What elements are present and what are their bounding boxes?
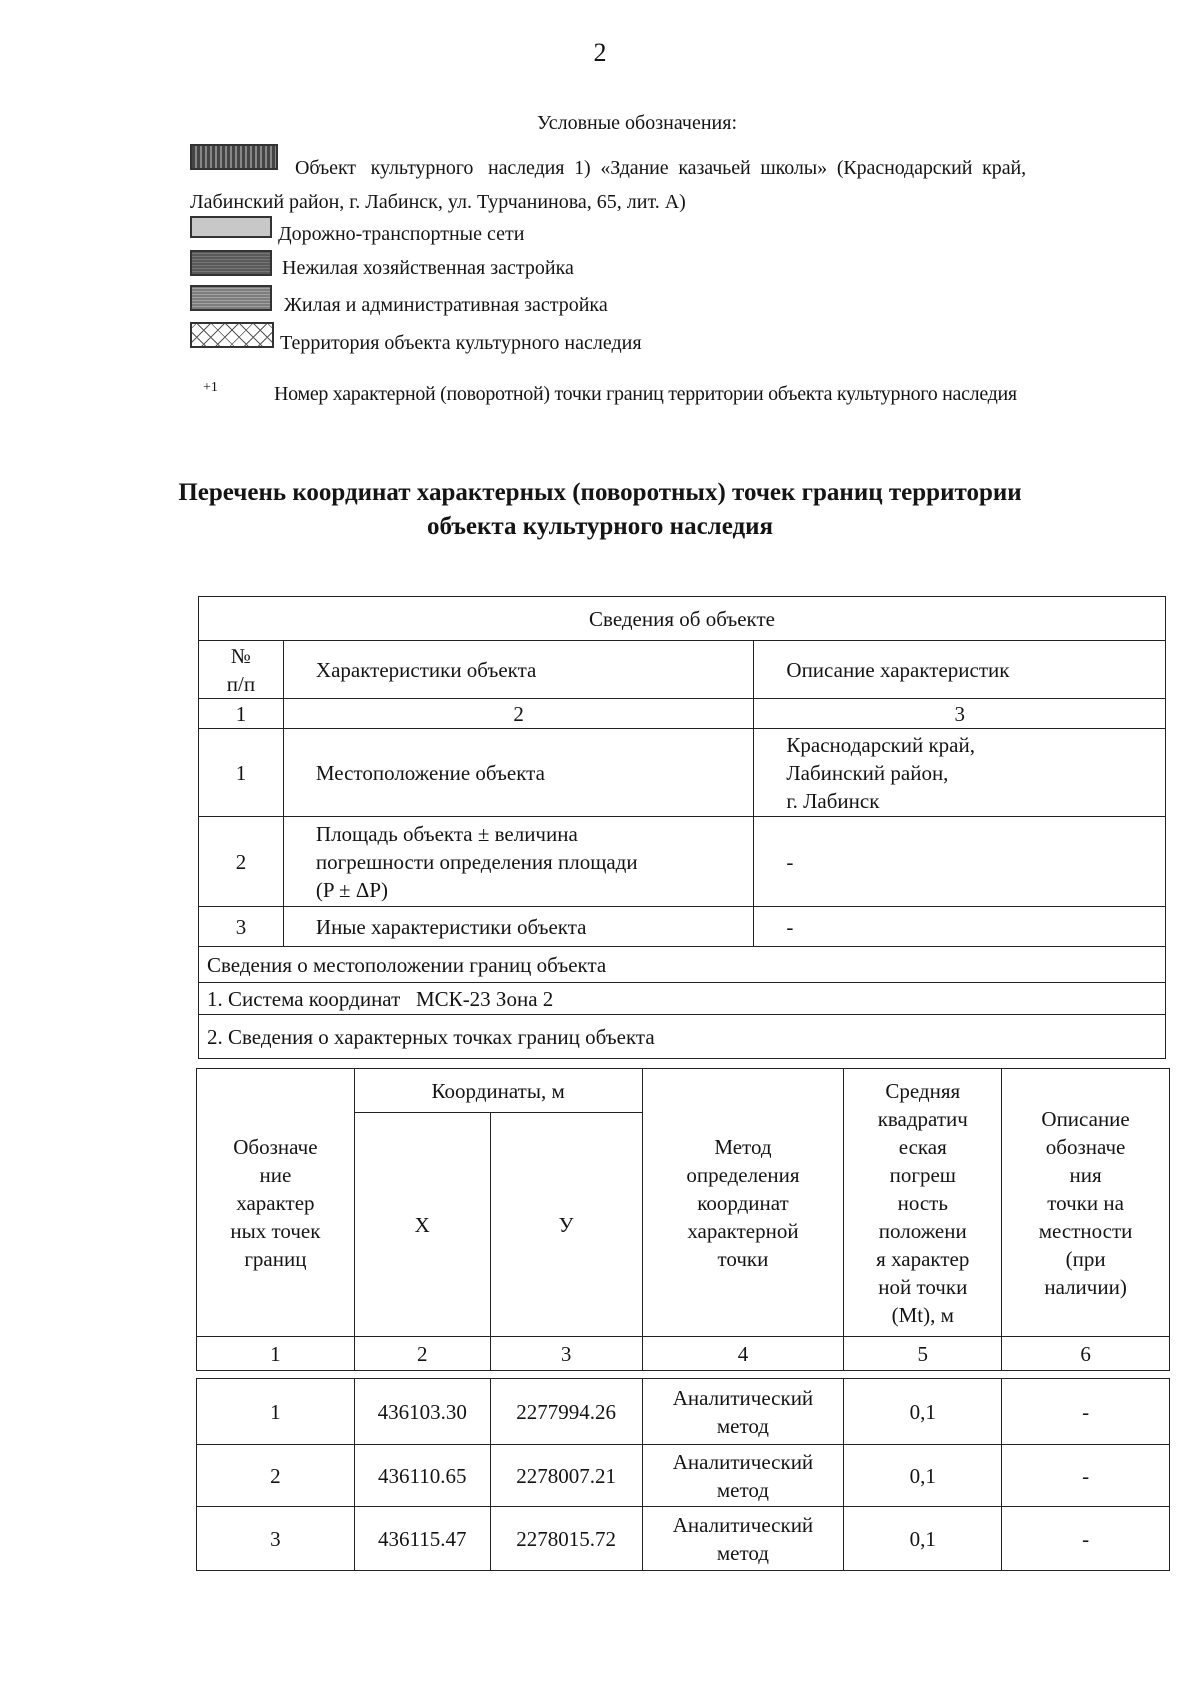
header-line: характерной xyxy=(687,1218,799,1243)
table-row xyxy=(197,1445,1170,1507)
point-description: - xyxy=(1002,1507,1170,1571)
point-number: 3 xyxy=(197,1507,355,1571)
point-method xyxy=(642,1507,844,1571)
header-line: границ xyxy=(244,1246,307,1271)
col-number-line-1: № xyxy=(230,643,251,668)
header-line: обозначе xyxy=(1045,1134,1126,1159)
col-designation-header xyxy=(197,1069,355,1337)
index-cell: 5 xyxy=(844,1337,1002,1371)
header-line: Описание xyxy=(1041,1106,1130,1131)
heading-line-1: Перечень координат характерных (поворотных) точек границ территории xyxy=(178,479,1022,506)
header-line: Средняя xyxy=(885,1078,961,1103)
header-line: ных точек xyxy=(230,1218,321,1243)
header-line: характер xyxy=(236,1190,315,1215)
heading-line-2: объекта культурного наследия xyxy=(426,513,774,540)
header-line: местности xyxy=(1038,1218,1133,1243)
header-line: Метод xyxy=(714,1134,772,1159)
legend-road: Дорожно-транспортные сети xyxy=(278,223,525,245)
row-characteristic: Иные характеристики объекта xyxy=(283,907,754,947)
index-cell: 3 xyxy=(754,699,1166,729)
point-y: 2277994.26 xyxy=(490,1379,642,1445)
col-method-header xyxy=(642,1069,844,1337)
col-error-header xyxy=(844,1069,1002,1337)
row-characteristic xyxy=(283,817,754,907)
row-description: - xyxy=(754,907,1166,947)
char-line: погрешности определения площади xyxy=(315,849,638,874)
index-cell: 1 xyxy=(197,1337,355,1371)
table-row xyxy=(197,1379,1170,1445)
row-description xyxy=(754,729,1166,817)
header-line: наличии) xyxy=(1044,1274,1127,1299)
header-line: (при xyxy=(1065,1246,1106,1271)
table-row xyxy=(199,907,1166,947)
legend-point-number: Номер характерной (поворотной) точки границ территории объекта культурного наследия xyxy=(274,383,1017,405)
points-section-title: 2. Сведения о характерных точках границ объекта xyxy=(199,1015,1166,1059)
boundary-points-table xyxy=(196,1068,1170,1571)
desc-line: Лабинский район, xyxy=(786,760,949,785)
header-line: определения xyxy=(686,1162,800,1187)
point-y: 2278007.21 xyxy=(490,1445,642,1507)
header-line: ной точки xyxy=(878,1274,968,1299)
header-line: точки xyxy=(717,1246,769,1271)
header-line: ность xyxy=(897,1190,948,1215)
point-y: 2278015.72 xyxy=(490,1507,642,1571)
col-characteristics-header: Характеристики объекта xyxy=(283,641,754,699)
legend-nonresidential: Нежилая хозяйственная застройка xyxy=(282,257,574,279)
method-line: метод xyxy=(716,1477,769,1502)
road-network-swatch xyxy=(190,216,272,238)
residential-swatch xyxy=(190,285,272,311)
legend-title: Условные обозначения: xyxy=(536,112,738,134)
point-method xyxy=(642,1379,844,1445)
page-number: 2 xyxy=(593,38,607,67)
point-x: 436103.30 xyxy=(354,1379,490,1445)
legend-heritage-line2: Лабинский район, г. Лабинск, ул. Турчанинова, 65, лит. А) xyxy=(190,191,686,213)
point-method xyxy=(642,1445,844,1507)
point-description: - xyxy=(1002,1445,1170,1507)
col-number-line-2: п/п xyxy=(226,671,256,696)
point-number: 2 xyxy=(197,1445,355,1507)
index-cell: 2 xyxy=(283,699,754,729)
row-number: 3 xyxy=(199,907,284,947)
point-description: - xyxy=(1002,1379,1170,1445)
method-line: Аналитический xyxy=(672,1449,814,1474)
header-line: положени xyxy=(878,1218,967,1243)
row-number: 2 xyxy=(199,817,284,907)
method-line: Аналитический xyxy=(672,1385,814,1410)
char-line: Площадь объекта ± величина xyxy=(315,821,578,846)
legend-territory: Территория объекта культурного наследия xyxy=(280,332,642,354)
heritage-territory-swatch xyxy=(190,322,274,348)
col-x-header: X xyxy=(354,1113,490,1337)
desc-line: Краснодарский край, xyxy=(786,732,975,757)
row-spacer xyxy=(197,1371,1170,1379)
row-description: - xyxy=(754,817,1166,907)
table-row xyxy=(199,817,1166,907)
header-line: (Mt), м xyxy=(891,1302,954,1327)
index-cell: 6 xyxy=(1002,1337,1170,1371)
legend-residential: Жилая и административная застройка xyxy=(284,294,608,316)
point-x: 436115.47 xyxy=(354,1507,490,1571)
char-line: (P ± ΔP) xyxy=(315,877,389,902)
col-point-description-header xyxy=(1002,1069,1170,1337)
header-line: квадратич xyxy=(877,1106,968,1131)
row-characteristic: Местоположение объекта xyxy=(283,729,754,817)
method-line: метод xyxy=(716,1540,769,1565)
header-line: погреш xyxy=(889,1162,956,1187)
point-number: 1 xyxy=(197,1379,355,1445)
method-line: Аналитический xyxy=(672,1512,814,1537)
index-cell: 1 xyxy=(199,699,284,729)
point-mt: 0,1 xyxy=(844,1379,1002,1445)
table-row xyxy=(197,1507,1170,1571)
header-line: я характер xyxy=(876,1246,970,1271)
method-line: метод xyxy=(716,1413,769,1438)
header-line: ния xyxy=(1069,1162,1102,1187)
heritage-object-swatch xyxy=(190,144,278,170)
coordinate-system: 1. Система координат МСК-23 Зона 2 xyxy=(199,983,1166,1015)
index-cell: 2 xyxy=(354,1337,490,1371)
legend-heritage-line1: Объект культурного наследия 1) «Здание казачьей школы» (Краснодарский край, xyxy=(295,157,1026,179)
index-cell: 4 xyxy=(642,1337,844,1371)
table-row xyxy=(199,729,1166,817)
header-line: ние xyxy=(259,1162,292,1187)
header-line: Обозначе xyxy=(233,1134,318,1159)
object-table-title: Сведения об объекте xyxy=(199,597,1166,641)
nonresidential-swatch xyxy=(190,250,272,276)
header-line: точки на xyxy=(1047,1190,1124,1215)
index-cell: 3 xyxy=(490,1337,642,1371)
page-heading xyxy=(0,476,1200,544)
point-marker-icon: +1 xyxy=(203,380,218,395)
location-section-title: Сведения о местоположении границ объекта xyxy=(199,947,1166,983)
header-line: еская xyxy=(898,1134,947,1159)
col-description-header: Описание характеристик xyxy=(754,641,1166,699)
point-mt: 0,1 xyxy=(844,1507,1002,1571)
row-number: 1 xyxy=(199,729,284,817)
object-info-table xyxy=(198,596,1166,1059)
col-coordinates-header: Координаты, м xyxy=(354,1069,642,1113)
col-number-header xyxy=(199,641,284,699)
point-x: 436110.65 xyxy=(354,1445,490,1507)
col-y-header: У xyxy=(490,1113,642,1337)
desc-line: г. Лабинск xyxy=(786,788,880,813)
header-line: координат xyxy=(697,1190,789,1215)
point-mt: 0,1 xyxy=(844,1445,1002,1507)
